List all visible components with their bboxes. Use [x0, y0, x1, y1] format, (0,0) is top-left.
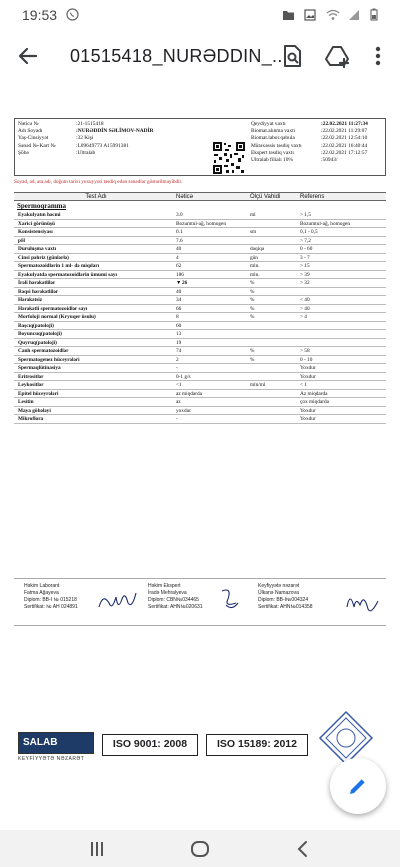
table-row — [14, 415, 386, 424]
field-value: :22.02.2021 11:27:34 — [321, 121, 368, 127]
cell-test: Eritrositlər — [18, 373, 44, 380]
field-label: Yaş-Cinsiyyət — [18, 135, 49, 142]
cell-result: 40 — [176, 288, 182, 295]
cell-result: az — [176, 399, 181, 405]
cell-result: 186 — [176, 271, 184, 278]
cell-unit — [248, 407, 298, 415]
iso-9001-badge: ISO 9001: 2008 — [102, 734, 198, 756]
timestamps — [251, 121, 368, 164]
wifi-icon — [326, 8, 338, 20]
table-row — [14, 373, 386, 382]
field-value: :L09649773 A15991381 — [76, 142, 129, 149]
cell-unit: gün — [250, 254, 258, 261]
signature-diploma: Diplom: BB-I№004324 — [258, 597, 309, 603]
cell-unit — [248, 373, 298, 381]
cell-unit: sm — [250, 229, 257, 235]
cell-result: 13 — [176, 331, 182, 337]
field-value: :21-1515418 — [76, 121, 104, 127]
cell-unit: % — [250, 280, 255, 286]
table-row — [14, 211, 386, 220]
cell-ref: Yoxdur — [300, 373, 316, 380]
table-row — [14, 347, 386, 356]
signature-diploma: Diplom: CBN№034465 — [148, 597, 199, 603]
system-nav-bar — [0, 830, 400, 867]
cell-test: Hərəkətli spermatozoidlər sayı — [18, 305, 88, 312]
info-row — [18, 143, 154, 150]
table-row — [14, 288, 386, 297]
folder-icon — [282, 8, 294, 20]
status-time: 19:53 — [22, 7, 58, 23]
cell-test: Spermatogenez hüceyrələri — [18, 356, 80, 363]
signature-role: Həkim Ekspert — [148, 583, 181, 589]
field-value: :Ultralab — [76, 149, 96, 156]
cell-ref: < 40 — [300, 297, 310, 303]
edit-pencil-icon — [346, 774, 370, 798]
cell-unit: % — [250, 314, 255, 320]
signature-name: Fatma Ağayeva — [24, 590, 59, 596]
cell-unit — [248, 398, 298, 406]
cell-result: 2 — [176, 356, 179, 363]
table-row — [14, 364, 386, 373]
cell-test: Başcıq(patoloji) — [18, 322, 54, 329]
table-row — [14, 407, 386, 416]
results-table — [14, 192, 386, 424]
cell-ref: 0 - 10 — [300, 356, 313, 363]
cell-result: 34 — [176, 297, 182, 303]
cell-result: yoxdur — [176, 407, 192, 414]
cell-result: 19 — [176, 339, 182, 346]
cell-ref: > 40 — [300, 305, 310, 312]
cell-unit: % — [250, 356, 255, 363]
table-row — [14, 228, 386, 237]
info-row — [18, 128, 154, 135]
app-bar — [0, 30, 400, 82]
cell-unit — [248, 220, 298, 228]
cell-test: Duruluşma vaxtı — [18, 246, 57, 252]
qr-code — [212, 141, 246, 175]
salab-logo — [18, 732, 94, 754]
signature-block — [148, 583, 203, 611]
cell-test: Xarici görünüşü — [18, 220, 55, 227]
field-label: Şöbə — [18, 149, 29, 156]
cell-result: - — [176, 416, 178, 422]
cell-result: Bozumtul-ağ, homogen — [176, 220, 227, 227]
search-document-icon[interactable] — [278, 42, 306, 70]
cell-ref: 0,1 - 0,5 — [300, 229, 318, 235]
signature-block — [24, 583, 78, 611]
arrow-down-icon: ▼ — [176, 280, 182, 286]
signature-cert: Sertifikat: № AH 024891 — [24, 604, 78, 610]
cell-test: Cinsi pəhriz (günlərlə) — [18, 254, 69, 261]
cell-test: Canlı spermatozoidlər — [18, 348, 69, 354]
cell-test: Eyakulyatda spermatozoidlərin ümumi sayı — [18, 271, 118, 278]
cell-result: 8 — [176, 314, 179, 320]
cell-test: İrəli hərəkətlilər — [18, 280, 56, 286]
arrow-left-icon[interactable] — [14, 42, 42, 70]
document-note: Soyad, ad, ata adı, doğum tarixi yoxuyyoti təsdiq edən sənədlər göstərilməyibdir. — [14, 179, 183, 185]
signature-cert: Sertifikat: AHN№014358 — [258, 604, 313, 610]
cell-ref: çox miqdarda — [300, 399, 329, 405]
cell-unit — [248, 330, 298, 338]
cell-result: az miqdarda — [176, 390, 203, 397]
cell-test: Leykositlər — [18, 382, 44, 388]
cell-test: pH — [18, 237, 26, 244]
document-title: 01515418_NURƏDDIN_... — [70, 46, 288, 66]
cell-test: Epitel hüceyrələri — [18, 390, 59, 397]
cell-ref: > 4 — [300, 314, 307, 320]
cell-ref: > 15 — [300, 263, 310, 269]
table-row — [14, 356, 386, 365]
cell-unit: mln. — [250, 271, 260, 278]
cell-test: Konsistensiyası — [18, 229, 53, 235]
cell-result — [174, 279, 248, 287]
battery-icon — [370, 8, 382, 20]
iso-15189-badge: ISO 15189: 2012 — [206, 734, 308, 756]
cell-result: <1 — [176, 382, 182, 388]
table-row — [14, 220, 386, 229]
cell-unit — [248, 339, 298, 347]
signature-cert: Sertifikat: AHN№020631 — [148, 604, 203, 610]
cell-ref — [298, 339, 386, 347]
cell-test: Mikroflora — [18, 416, 44, 422]
cell-test: Hərəkətsiz — [18, 297, 43, 303]
more-vert-icon[interactable] — [364, 42, 392, 70]
table-row — [14, 390, 386, 399]
cell-ref: Yoxdur — [300, 407, 316, 414]
edit-fab[interactable] — [330, 758, 386, 814]
field-label: Mütəxəssis təsdiq vaxtı — [251, 142, 302, 149]
salab-subtitle: KEYFİYYƏTƏ NƏZARƏT — [18, 756, 85, 762]
cell-unit — [248, 237, 298, 245]
cell-result: 0-1 g/s — [176, 373, 191, 380]
cell-ref — [298, 322, 386, 330]
table-row — [14, 381, 386, 390]
cell-result-value: 26 — [182, 280, 188, 286]
table-row — [14, 296, 386, 305]
cell-ref: Bozumtul-ağ, homogen — [300, 220, 351, 227]
accreditation-footer — [14, 710, 386, 780]
signatures — [14, 578, 386, 626]
table-row — [14, 398, 386, 407]
table-row — [14, 245, 386, 254]
cell-unit — [248, 364, 298, 372]
table-row — [14, 279, 386, 288]
cell-unit — [248, 322, 298, 330]
cell-ref: 3 - 7 — [300, 254, 310, 261]
cell-unit: % — [250, 348, 255, 354]
cell-ref: 0 - 60 — [300, 246, 313, 252]
field-label: Ultralab filialı 10% — [251, 156, 293, 163]
cell-test: Eyakulyatın həcmi — [18, 212, 61, 218]
cell-ref: Yoxdur — [300, 416, 316, 422]
col-result: Nəticə — [176, 194, 194, 200]
whatsapp-icon — [66, 8, 79, 26]
lab-stamp — [318, 710, 374, 766]
cell-test: Quyruq(patoloji) — [18, 339, 57, 346]
cell-result: 0.1 — [176, 229, 183, 235]
field-value: :22.02.2021 12:54:10 — [321, 135, 368, 142]
field-value: :NURƏDDİN SƏLİMOV-NADİR — [76, 128, 154, 135]
cell-ref — [298, 330, 386, 338]
cell-test: Morfoloji normal (Kryuqer üsulu) — [18, 314, 96, 320]
cell-result: 3.0 — [176, 212, 183, 218]
field-label: Sənəd №-Kart № — [18, 142, 56, 149]
table-row — [14, 339, 386, 348]
cell-result: 66 — [176, 305, 182, 312]
signature-diploma: Diplom: BB-I № 015218 — [24, 597, 77, 603]
field-label: Biomat.labor.qəbula — [251, 135, 295, 142]
report-header — [14, 118, 386, 176]
cell-result: 62 — [176, 263, 182, 269]
patient-info — [18, 121, 154, 157]
cell-unit: mln. — [250, 263, 260, 269]
table-row — [14, 305, 386, 314]
info-row — [251, 150, 368, 157]
cell-unit — [248, 390, 298, 398]
field-value: :22.02.2021 11:29:07 — [321, 128, 368, 135]
table-row — [14, 313, 386, 322]
cell-unit: mln/ml — [250, 382, 266, 388]
cell-ref: > 1,5 — [300, 212, 311, 218]
cell-test: Boyuncuq(patoloji) — [18, 331, 62, 337]
field-label: Adı Soyadı — [18, 128, 43, 135]
salab-logo-text: SALAB — [23, 737, 58, 748]
field-value: :50943/ — [321, 156, 338, 163]
cell-result: 4 — [176, 254, 179, 261]
signature-role: Keyfiyyətə nəzarət — [258, 583, 300, 589]
signature-scribble — [96, 589, 138, 615]
cell-ref: > 58 — [300, 348, 310, 354]
cell-ref — [298, 288, 386, 296]
info-row — [251, 143, 368, 150]
status-bar — [0, 0, 400, 30]
cell-result: 74 — [176, 348, 182, 354]
field-value: :32 Kişi — [76, 135, 94, 142]
cell-result: 40 — [176, 246, 182, 252]
add-to-drive-icon[interactable] — [323, 42, 351, 70]
table-row — [14, 254, 386, 263]
signature-scribble — [216, 585, 246, 615]
field-label: Ekspert təsdiq vaxtı — [251, 149, 294, 156]
cell-test: Spermatozoidlərin 1 ml- də miqdarı — [18, 263, 100, 269]
info-row — [251, 128, 368, 135]
table-row — [14, 330, 386, 339]
image-icon — [304, 8, 316, 20]
table-row — [14, 271, 386, 280]
cell-ref: Yoxdur — [300, 365, 316, 371]
cell-ref: Az miqdarda — [300, 390, 328, 397]
info-row — [251, 157, 368, 164]
field-value: :22.02.2021 17:12:57 — [321, 149, 368, 156]
cell-unit — [248, 415, 298, 423]
field-value: :22.02.2021 16:40:44 — [321, 142, 368, 149]
col-test: Test Adı — [85, 194, 107, 200]
recents-icon[interactable] — [86, 838, 108, 860]
lab-report-page — [14, 118, 386, 424]
info-row — [18, 135, 154, 142]
cell-unit: % — [250, 288, 255, 295]
cell-ref: < 1 — [300, 382, 307, 388]
info-row — [251, 121, 368, 128]
field-label: Nəticə № — [18, 121, 39, 127]
field-label: Qeydiyyat vaxtı — [251, 121, 286, 127]
table-body — [14, 211, 386, 424]
signature-scribble — [344, 587, 384, 615]
table-row — [14, 237, 386, 246]
cell-unit: dəqiqə — [250, 246, 265, 252]
cell-unit: % — [250, 297, 255, 303]
cell-test: Spermaqlütinasiya — [18, 365, 61, 371]
signature-block — [258, 583, 313, 611]
home-icon[interactable] — [189, 838, 211, 860]
cell-test: Lesitin — [18, 399, 34, 405]
cell-unit: ml — [250, 212, 256, 218]
field-label: Biomat.alınma vaxtı — [251, 128, 296, 135]
table-row — [14, 262, 386, 271]
back-chevron-icon[interactable] — [292, 838, 314, 860]
table-row — [14, 322, 386, 331]
cell-test: Rəqsi hərəkətlilər — [18, 288, 59, 295]
cell-result: 60 — [176, 322, 182, 329]
col-unit: Ölçü Vahidi — [250, 194, 281, 200]
signal-icon — [348, 8, 360, 20]
section-title: Spermoqramma — [17, 202, 66, 210]
cell-ref: > 32 — [300, 280, 310, 286]
col-ref: Referens — [300, 194, 325, 200]
signature-name: İradə Mehralyeva — [148, 590, 187, 596]
cell-ref: > 39 — [300, 271, 310, 278]
table-header — [14, 192, 386, 201]
cell-result: 7.6 — [176, 237, 183, 244]
signature-role: Həkim Laborant — [24, 583, 60, 589]
info-row — [251, 135, 368, 142]
cell-ref: > 7,2 — [300, 237, 311, 244]
cell-test: Maya göbələyi — [18, 407, 51, 414]
cell-unit: % — [250, 305, 255, 312]
cell-result: - — [176, 365, 178, 371]
info-row — [18, 150, 154, 157]
signature-name: Ülkanə Namazova — [258, 590, 299, 596]
